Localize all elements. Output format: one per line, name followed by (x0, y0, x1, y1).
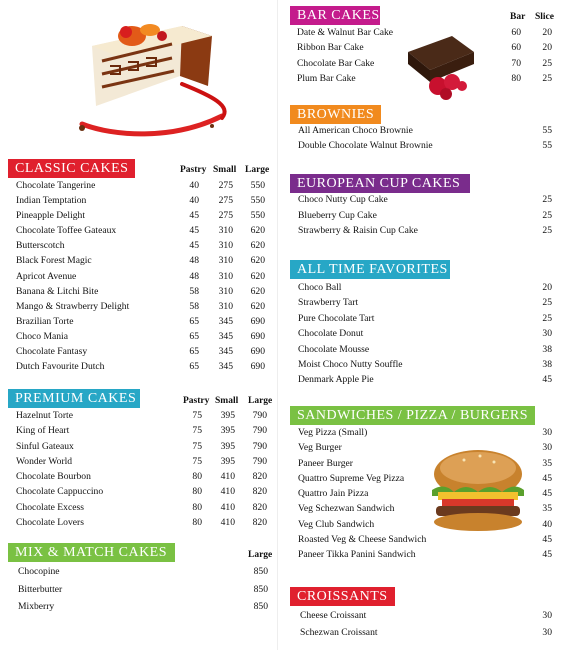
item-name: Sinful Gateaux (16, 440, 74, 452)
item-price: 60 (511, 27, 521, 38)
item-price: 620 (250, 225, 265, 237)
item-name: Cheese Croissant (300, 610, 367, 621)
item-price: 310 (218, 255, 233, 267)
mix-match-list (18, 566, 270, 619)
burger-image (424, 444, 532, 532)
item-name: Bitterbutter (18, 583, 63, 595)
item-price: 80 (192, 517, 202, 529)
menu-row (298, 374, 555, 389)
european-cup-cakes-list (298, 194, 555, 241)
menu-row (18, 584, 270, 602)
menu-row (16, 255, 270, 270)
classic-col-large: Large (245, 165, 270, 175)
item-price: 75 (192, 425, 202, 437)
item-name: Veg Schezwan Sandwich (298, 503, 395, 515)
croissants-list (300, 610, 555, 643)
item-price: 45 (189, 225, 199, 237)
item-price: 410 (220, 471, 235, 483)
item-price: 58 (189, 300, 199, 312)
item-price: 395 (220, 425, 235, 437)
item-price: 790 (252, 425, 267, 437)
item-price: 30 (542, 610, 552, 621)
item-name: Chocolate Toffee Gateaux (16, 225, 117, 237)
item-price: 310 (218, 240, 233, 252)
premium-cakes-header: PREMIUM CAKES (8, 389, 140, 408)
menu-row (16, 502, 270, 517)
item-name: Double Chocolate Walnut Brownie (298, 140, 433, 152)
all-time-favorites-section (290, 258, 450, 279)
menu-row (298, 549, 555, 564)
item-price: 620 (250, 255, 265, 267)
all-time-favorites-list (298, 282, 555, 390)
item-price: 65 (189, 330, 199, 342)
classic-cakes-list (16, 180, 270, 376)
item-name: Quattro Supreme Veg Pizza (298, 472, 405, 484)
item-price: 65 (189, 346, 199, 358)
item-price: 58 (189, 285, 199, 297)
item-name: Chocolate Bar Cake (297, 57, 375, 69)
item-name: Butterscotch (16, 240, 65, 252)
classic-cakes-header: CLASSIC CAKES (8, 159, 135, 178)
item-name: Pineapple Delight (16, 210, 86, 222)
menu-row (16, 331, 270, 346)
item-price: 80 (192, 486, 202, 498)
item-name: Banana & Litchi Bite (16, 285, 99, 297)
item-price: 310 (218, 225, 233, 237)
item-name: Indian Temptation (16, 195, 87, 207)
item-price: 550 (250, 210, 265, 222)
item-name: Date & Walnut Bar Cake (297, 27, 394, 38)
item-name: Mango & Strawberry Delight (16, 300, 130, 312)
menu-row (16, 271, 270, 286)
item-price: 20 (542, 42, 552, 54)
brownies-section (290, 103, 381, 124)
item-price: 345 (218, 361, 233, 373)
item-price: 850 (253, 601, 268, 612)
item-price: 25 (542, 57, 552, 69)
item-name: All American Choco Brownie (298, 125, 413, 136)
all-time-favorites-header: ALL TIME FAVORITES (290, 260, 450, 279)
item-price: 80 (192, 501, 202, 513)
item-name: Apricot Avenue (16, 270, 77, 282)
item-price: 20 (542, 27, 552, 38)
item-price: 30 (542, 626, 552, 638)
item-price: 55 (542, 125, 552, 136)
item-price: 30 (542, 442, 552, 454)
menu-row (298, 210, 555, 226)
item-name: Roasted Veg & Cheese Sandwich (298, 534, 427, 546)
item-price: 790 (252, 410, 267, 421)
item-price: 45 (542, 534, 552, 546)
item-price: 38 (542, 343, 552, 355)
menu-row (298, 225, 555, 241)
menu-row (16, 346, 270, 361)
item-price: 70 (511, 57, 521, 69)
item-name: Veg Club Sandwich (298, 518, 375, 530)
item-price: 60 (511, 42, 521, 54)
item-price: 550 (250, 180, 265, 191)
item-price: 690 (250, 346, 265, 358)
item-price: 80 (192, 471, 202, 483)
premium-cakes-list (16, 410, 270, 532)
item-name: Quattro Jain Pizza (298, 488, 369, 500)
menu-row (298, 140, 555, 155)
item-price: 690 (250, 315, 265, 327)
item-name: Chocolate Cappuccino (16, 486, 104, 498)
item-name: Chocolate Excess (16, 501, 84, 513)
menu-row (16, 195, 270, 210)
item-price: 790 (252, 440, 267, 452)
item-price: 45 (189, 240, 199, 252)
menu-row (16, 441, 270, 456)
menu-row (298, 282, 555, 297)
item-price: 45 (542, 472, 552, 484)
european-cup-cakes-header: EUROPEAN CUP CAKES (290, 174, 470, 193)
classic-col-small: Small (213, 165, 237, 175)
menu-row (16, 410, 270, 425)
item-price: 25 (542, 312, 552, 324)
item-name: Chocolate Bourbon (16, 471, 91, 483)
item-name: Moist Choco Nutty Souffle (298, 358, 403, 370)
menu-row (298, 359, 555, 374)
item-name: Veg Burger (298, 442, 342, 454)
item-price: 395 (220, 440, 235, 452)
item-price: 310 (218, 270, 233, 282)
sandwiches-header: SANDWICHES / PIZZA / BURGERS (290, 406, 535, 425)
item-price: 48 (189, 255, 199, 267)
item-price: 35 (542, 457, 552, 469)
item-name: Chocolate Donut (298, 328, 364, 340)
item-name: Chocolate Mousse (298, 343, 370, 355)
item-price: 345 (218, 346, 233, 358)
item-price: 620 (250, 285, 265, 297)
item-name: Dutch Favourite Dutch (16, 361, 105, 373)
item-price: 310 (218, 285, 233, 297)
premium-col-large: Large (248, 396, 273, 406)
item-price: 345 (218, 315, 233, 327)
brownies-header: BROWNIES (290, 105, 381, 124)
sandwiches-section (290, 404, 535, 425)
item-price: 30 (542, 328, 552, 340)
menu-row (16, 301, 270, 316)
european-cup-cakes-section (290, 172, 470, 193)
menu-row (298, 344, 555, 359)
menu-row (16, 456, 270, 471)
item-price: 45 (542, 549, 552, 561)
item-name: Chocolate Lovers (16, 517, 84, 529)
item-name: Black Forest Magic (16, 255, 92, 267)
menu-row (16, 240, 270, 255)
item-price: 820 (252, 517, 267, 529)
item-price: 30 (542, 427, 552, 438)
menu-row (18, 566, 270, 584)
menu-row (16, 225, 270, 240)
item-name: Hazelnut Torte (16, 410, 73, 421)
item-price: 65 (189, 315, 199, 327)
item-price: 25 (542, 225, 552, 236)
croissants-section (290, 585, 395, 606)
item-name: Schezwan Croissant (300, 626, 378, 638)
item-price: 410 (220, 517, 235, 529)
menu-row (298, 427, 555, 442)
item-price: 410 (220, 486, 235, 498)
bar-col-slice: Slice (535, 12, 554, 22)
item-price: 850 (253, 566, 268, 577)
item-price: 20 (542, 282, 552, 293)
menu-row (18, 601, 270, 619)
menu-row (16, 471, 270, 486)
brownie-image (400, 30, 480, 100)
menu-row (16, 361, 270, 376)
classic-cakes-section (8, 157, 135, 178)
item-price: 690 (250, 330, 265, 342)
menu-row (298, 534, 555, 549)
item-price: 48 (189, 270, 199, 282)
item-price: 55 (542, 140, 552, 152)
item-price: 65 (189, 361, 199, 373)
item-price: 790 (252, 455, 267, 467)
item-price: 40 (542, 518, 552, 530)
item-price: 690 (250, 361, 265, 373)
item-price: 820 (252, 486, 267, 498)
classic-col-pastry: Pastry (180, 165, 207, 175)
item-name: King of Heart (16, 425, 70, 437)
item-price: 620 (250, 270, 265, 282)
column-divider (277, 0, 278, 650)
mix-match-section (8, 541, 175, 562)
item-price: 820 (252, 501, 267, 513)
menu-row (298, 297, 555, 312)
item-price: 820 (252, 471, 267, 483)
item-price: 25 (542, 297, 552, 309)
item-price: 395 (220, 455, 235, 467)
mix-match-header: MIX & MATCH CAKES (8, 543, 175, 562)
brownies-list (298, 125, 555, 155)
item-price: 310 (218, 300, 233, 312)
item-price: 75 (192, 455, 202, 467)
item-name: Blueberry Cup Cake (298, 209, 377, 221)
item-name: Chocolate Fantasy (16, 346, 88, 358)
bar-cakes-section (290, 4, 380, 25)
item-price: 45 (189, 210, 199, 222)
item-price: 275 (218, 195, 233, 207)
item-price: 25 (542, 194, 552, 205)
item-name: Denmark Apple Pie (298, 374, 374, 386)
item-price: 40 (189, 180, 199, 191)
croissants-header: CROISSANTS (290, 587, 395, 606)
menu-row (16, 180, 270, 195)
menu-row (298, 125, 555, 140)
item-price: 75 (192, 440, 202, 452)
item-name: Choco Mania (16, 330, 68, 342)
item-name: Pure Chocolate Tart (298, 312, 375, 324)
item-name: Plum Bar Cake (297, 72, 356, 84)
premium-col-pastry: Pastry (183, 396, 210, 406)
item-price: 345 (218, 330, 233, 342)
item-name: Strawberry Tart (298, 297, 359, 309)
cake-slice-image (62, 6, 242, 146)
item-price: 620 (250, 240, 265, 252)
menu-row (298, 194, 555, 210)
mix-col-large: Large (248, 550, 273, 560)
premium-cakes-section (8, 387, 140, 408)
premium-col-small: Small (215, 396, 239, 406)
item-price: 275 (218, 180, 233, 191)
menu-row (300, 610, 555, 627)
item-price: 25 (542, 72, 552, 84)
item-price: 395 (220, 410, 235, 421)
menu-row (16, 316, 270, 331)
menu-row (298, 328, 555, 343)
item-name: Choco Nutty Cup Cake (298, 194, 388, 205)
menu-row (16, 486, 270, 501)
item-name: Mixberry (18, 601, 55, 612)
menu-row (16, 425, 270, 440)
item-name: Choco Ball (298, 282, 342, 293)
item-name: Paneer Burger (298, 457, 353, 469)
item-name: Veg Pizza (Small) (298, 427, 368, 438)
item-name: Brazilian Torte (16, 315, 74, 327)
menu-row (300, 627, 555, 644)
item-name: Wonder World (16, 455, 73, 467)
bar-cakes-header: BAR CAKES (290, 6, 380, 25)
item-price: 45 (542, 374, 552, 386)
menu-row (16, 210, 270, 225)
item-price: 850 (253, 583, 268, 595)
item-price: 75 (192, 410, 202, 421)
item-price: 620 (250, 300, 265, 312)
bar-col-bar: Bar (510, 12, 526, 22)
item-name: Chocolate Tangerine (16, 180, 96, 191)
item-price: 38 (542, 358, 552, 370)
item-price: 80 (511, 72, 521, 84)
menu-row (16, 517, 270, 532)
item-price: 40 (189, 195, 199, 207)
item-name: Ribbon Bar Cake (297, 42, 364, 54)
item-price: 275 (218, 210, 233, 222)
item-name: Strawberry & Raisin Cup Cake (298, 225, 418, 236)
item-price: 410 (220, 501, 235, 513)
menu-row (16, 286, 270, 301)
item-price: 25 (542, 209, 552, 221)
menu-row (298, 313, 555, 328)
item-name: Chocopine (18, 566, 60, 577)
item-price: 45 (542, 488, 552, 500)
item-price: 35 (542, 503, 552, 515)
item-name: Paneer Tikka Panini Sandwich (298, 549, 416, 561)
item-price: 550 (250, 195, 265, 207)
